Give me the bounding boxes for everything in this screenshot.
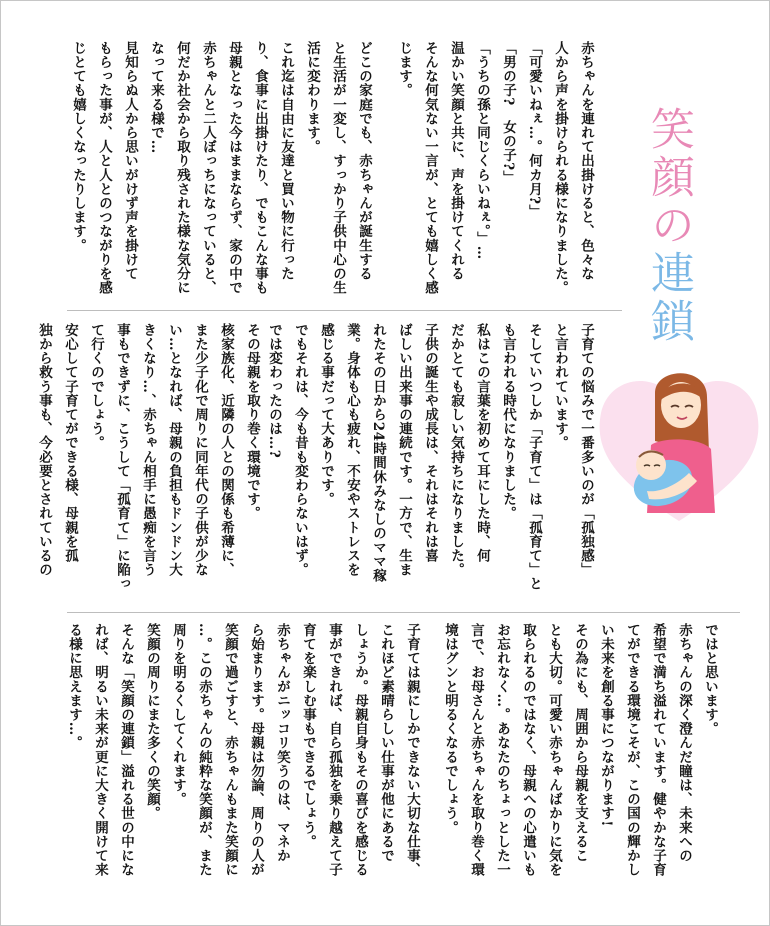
text-line: 温かい笑顔と共に、声を掛けてくれる <box>448 41 464 281</box>
text-line: 取られるのではなく、母親への心遣いも <box>520 623 536 877</box>
text-line: その為にも、周囲から母親を支えるこ <box>572 623 588 863</box>
divider-middle <box>67 612 740 613</box>
text-line: これほど素晴らしい仕事が他にあるで <box>378 623 394 863</box>
text-line: 「うちの孫と同じくらいねぇ。」… <box>474 41 490 260</box>
text-line: 子育ては親にしかできない大切な仕事、 <box>404 623 420 877</box>
text-block-bottom-right <box>437 623 723 913</box>
text-line: 赤ちゃんと二人ぼっちになっていると、 <box>200 41 216 295</box>
text-line: …。この赤ちゃんの純粋な笑顔が、また <box>196 623 212 877</box>
text-line: 独から救う事も、今必要とされているの <box>36 323 52 577</box>
text-line: 周りを明るくしてくれます。 <box>170 623 186 807</box>
text-line: ら始まります。母親は勿論、周りの人が <box>248 623 264 877</box>
text-line: 赤ちゃんの深く澄んだ瞳は、未来への <box>676 623 692 863</box>
text-line: しょうか。母親自身もその喜びを感じる <box>352 623 368 877</box>
text-line: も言われる時代になりました。 <box>500 323 516 521</box>
text-line: 子育ての悩みで一番多いのが「孤独感」 <box>578 323 594 577</box>
text-line: 見知らぬ人から思いがけず声を掛けて <box>122 41 138 281</box>
text-line: もらった事が、人と人とのつながりを感 <box>96 41 112 295</box>
text-block-middle-left <box>31 323 265 601</box>
text-line: ではと思います。 <box>702 623 718 736</box>
text-line: そんな「笑顔の連鎖」溢れる世の中にな <box>118 623 134 877</box>
text-line: そんな何気ない一言が、とても嬉しく感 <box>422 41 438 295</box>
title-part-1: 笑顔の <box>643 106 694 250</box>
text-line: 笑顔で過ごすと、赤ちゃんもまた笑顔に <box>222 623 238 877</box>
text-line: 安心して子育てができる様、母親を孤 <box>62 323 78 563</box>
text-line: る様に思えます…。 <box>66 623 82 750</box>
text-line: その母親を取り巻く環境です。 <box>244 323 260 521</box>
text-line: 「可愛いねぇ…。何カ月?」 <box>526 41 542 219</box>
text-line: 赤ちゃんがニッコリ笑うのは、マネか <box>274 623 290 863</box>
text-line: と言われています。 <box>552 323 568 450</box>
text-line: でもそれは、今も昔も変わらないはず。 <box>292 323 308 577</box>
text-line: 育てを楽しむ事もできるでしょう。 <box>300 623 316 849</box>
text-line: 「男の子? 女の子?」 <box>500 41 516 185</box>
text-line: ばしい出来事の連続です。一方で、生ま <box>396 323 412 577</box>
text-line: てができる環境こそが、この国の輝かし <box>624 623 640 877</box>
text-block-bottom-left <box>61 623 425 913</box>
text-line: て行くのでしょう。 <box>88 323 104 450</box>
mother-holding-baby-illustration <box>589 353 769 528</box>
text-line: どこの家庭でも、赤ちゃんが誕生する <box>356 41 372 281</box>
text-line: い未来を創る事につながります! <box>598 623 614 827</box>
text-block-top-left <box>65 41 377 303</box>
text-line: きくなり…、赤ちゃん相手に愚痴を言う <box>140 323 156 577</box>
text-line: お忘れなく…。あなたのちょっとした一 <box>494 623 510 877</box>
text-line: 子供の誕生や成長は、それはそれは喜 <box>422 323 438 563</box>
text-line: では変わったのは…? <box>266 323 282 459</box>
text-line: じます。 <box>396 41 412 98</box>
text-line: 業。身体も心も疲れ、不安やストレスを <box>344 323 360 577</box>
text-line: 事もできずに、こうして「孤育て」に陥っ <box>114 323 130 591</box>
text-line: 言で、お母さんと赤ちゃんを取り巻く環 <box>468 623 484 877</box>
text-line: だかとても寂しい気持ちになりました。 <box>448 323 464 577</box>
text-line: れば、明るい未来が更に大きく開けて来 <box>92 623 108 877</box>
text-line: 赤ちゃんを連れて出掛けると、色々な <box>578 41 594 281</box>
text-line: り、食事に出掛けたり、でもこんな事も <box>252 41 268 295</box>
text-block-top-right <box>391 41 599 303</box>
text-line: これ迄は自由に友達と買い物に行った <box>278 41 294 281</box>
text-line: 活に変わります。 <box>304 41 320 154</box>
text-line: 事ができれば、自ら孤独を乗り越えて子 <box>326 623 342 877</box>
text-line: とも大切。可愛い赤ちゃんばかりに気を <box>546 623 562 877</box>
text-line: 感じる事だって大ありです。 <box>318 323 334 507</box>
text-line: と生活が一変し、すっかり子供中心の生 <box>330 41 346 295</box>
text-line: れたその日から24時間休みなしのママ稼 <box>370 323 386 583</box>
text-block-middle-right <box>261 323 599 601</box>
text-line: 希望で満ち溢れています。健やかな子育 <box>650 623 666 877</box>
text-line: じとても嬉しくなったりします。 <box>70 41 86 253</box>
text-line: 何だか社会から取り残された様な気分に <box>174 41 190 295</box>
text-line: 境はグンと明るくなるでしょう。 <box>442 623 458 835</box>
text-line: 人から声を掛けられる様になりました。 <box>552 41 568 295</box>
text-line: 核家族化、近隣の人との関係も希薄に、 <box>218 323 234 577</box>
text-line: い…となれば、母親の負担もドンドン大 <box>166 323 182 577</box>
divider-top <box>67 310 622 311</box>
text-line: 母親となった今はままならず、家の中で <box>226 41 242 295</box>
text-line: なって来る様で… <box>148 41 164 154</box>
article-title <box>633 106 703 346</box>
text-line: 私はこの言葉を初めて耳にした時、何 <box>474 323 490 563</box>
text-line: また少子化で周りに同年代の子供が少な <box>192 323 208 577</box>
text-line: 笑顔の周りにまた多くの笑顔。 <box>144 623 160 821</box>
text-line: そしていつしか「子育て」は「孤育て」と <box>526 323 542 591</box>
title-part-2: 連鎖 <box>643 250 694 346</box>
